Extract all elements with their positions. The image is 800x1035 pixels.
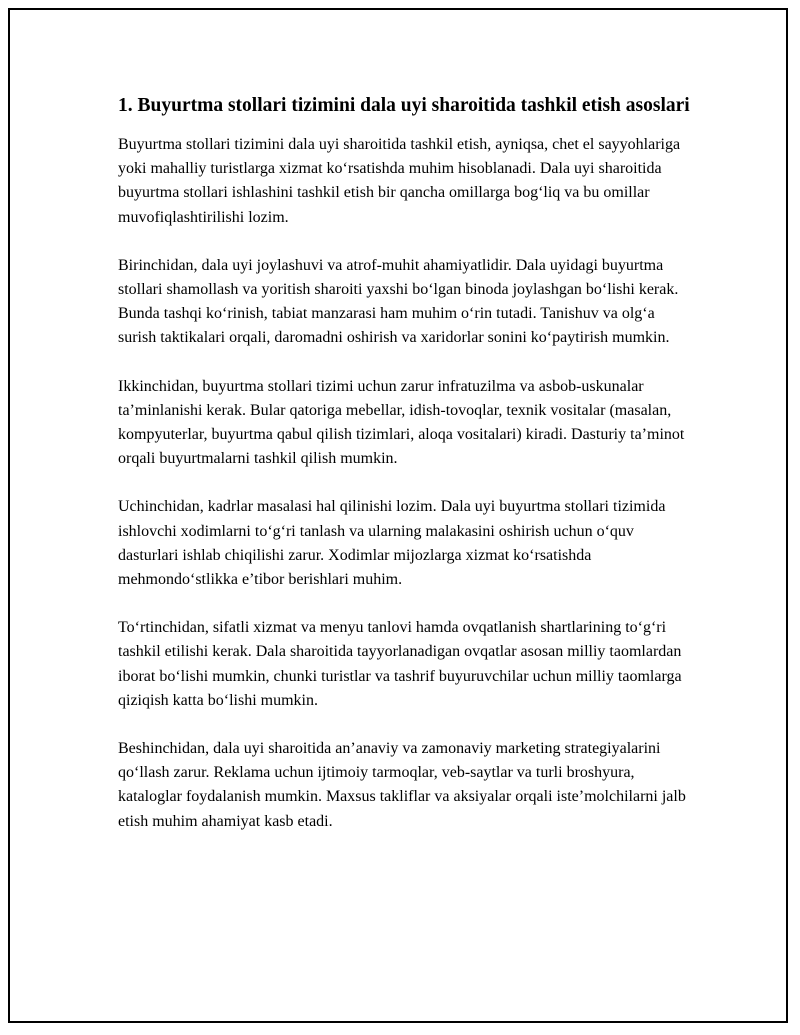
paragraph-fourth-point: To‘rtinchidan, sifatli xizmat va menyu tanlovi hamda ovqatlanish shartlarining to‘g‘ri tashkil etilishi kerak. Dala sharoitida tayyorlanadigan ovqatlar asosan milliy taomlardan iborat bo‘lishi mumkin, chunki turistlar va tashrif buyuruvchilar uchun milliy taomlarga qiziqish katta bo‘lishi mumkin. <box>118 619 682 709</box>
section-heading: 1. Buyurtma stollari tizimini dala uyi sharoitida tashkil etish asoslari <box>118 95 690 116</box>
paragraph-intro: Buyurtma stollari tizimini dala uyi sharoitida tashkil etish, ayniqsa, chet el sayyohlariga yoki mahalliy turistlarga xizmat ko‘rsatishda muhim hisoblanadi. Dala uyi sharoitida buyurtma stollari ishlashini tashkil etish bir qancha omillarga bog‘liq va bu omillar muvofiqlashtirilishi lozim. <box>118 136 681 226</box>
paragraph-first-point: Birinchidan, dala uyi joylashuvi va atrof-muhit ahamiyatlidir. Dala uyidagi buyurtma stollari shamollash va yoritish sharoiti yaxshi bo‘lgan binoda joylashgan bo‘lishi kerak. Bunda tashqi ko‘rinish, tabiat manzarasi ham muhim o‘rin tutadi. Tanishuv va olg‘a surish taktikalari orqali, daromadni oshirish va xaridorlar sonini ko‘paytirish mumkin. <box>118 256 679 347</box>
document-body <box>118 92 690 858</box>
paragraph-fifth-point: Beshinchidan, dala uyi sharoitida an’anaviy va zamonaviy marketing strategiyalarini qo‘llash zarur. Reklama uchun ijtimoiy tarmoqlar, veb-saytlar va turli broshyura, kataloglar foydalanish mumkin. Maxsus takliflar va aksiyalar orqali iste’molchilarni jalb etish muhim ahamiyat kasb etadi. <box>118 740 686 830</box>
paragraph-third-point: Uchinchidan, kadrlar masalasi hal qilinishi lozim. Dala uyi buyurtma stollari tizimida ishlovchi xodimlarni to‘g‘ri tanlash va ularning malakasini oshirish uchun o‘quv dasturlari ishlab chiqilishi zarur. Xodimlar mijozlarga xizmat ko‘rsatishda mehmondo‘stlikka e’tibor berishlari muhim. <box>118 498 666 589</box>
paragraph-second-point: Ikkinchidan, buyurtma stollari tizimi uchun zarur infratuzilma va asbob-uskunalar ta’minlanishi kerak. Bular qatoriga mebellar, idish-tovoqlar, texnik vositalar (masalan, kompyuterlar, buyurtma qabul qilish tizimlari, aloqa vositalari) kiradi. Dasturiy ta’minot orqali buyurtmalarni tashkil qilish mumkin. <box>118 377 685 468</box>
